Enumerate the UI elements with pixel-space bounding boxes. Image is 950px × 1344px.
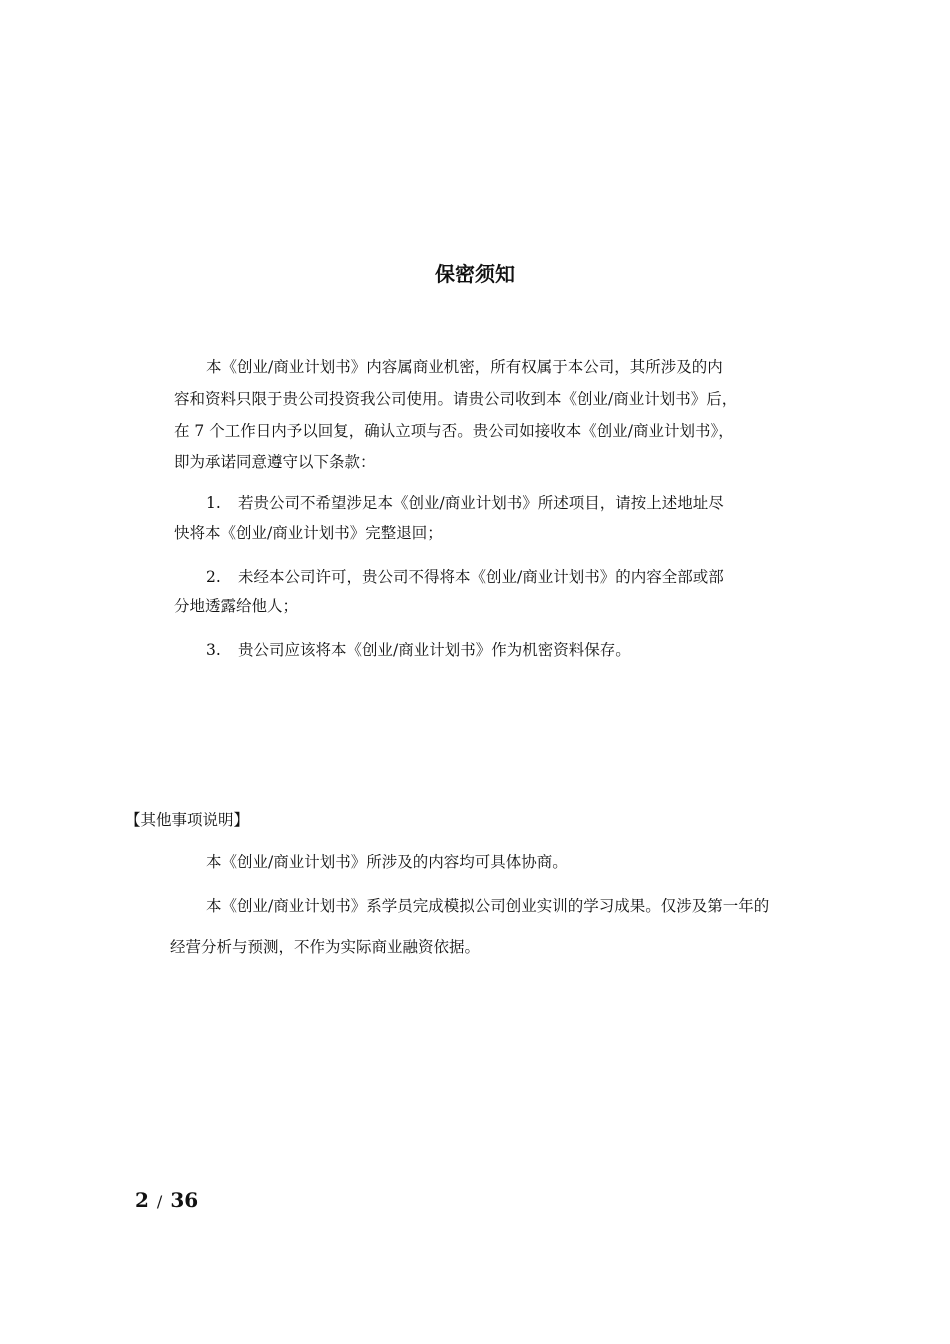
text-line: 本《创业/商业计划书》所涉及的内容均可具体协商。 xyxy=(206,853,568,871)
total-pages: 36 xyxy=(170,1188,199,1212)
text-line: 分地透露给他人； xyxy=(174,597,299,615)
clause-number: 2. xyxy=(206,568,221,586)
text-line: 即为承诺同意遵守以下条款： xyxy=(174,453,376,471)
text-line: 本《创业/商业计划书》内容属商业机密，所有权属于本公司，其所涉及的内 xyxy=(206,358,723,376)
clause-number: 1. xyxy=(206,494,221,512)
text-line: 本《创业/商业计划书》系学员完成模拟公司创业实训的学习成果。仅涉及第一年的 xyxy=(206,897,770,915)
text-line: 贵公司应该将本《创业/商业计划书》作为机密资料保存。 xyxy=(238,641,631,659)
page-title: 保密须知 xyxy=(435,262,515,286)
section-heading: 【其他事项说明】 xyxy=(125,811,250,829)
page-separator: / xyxy=(156,1192,163,1211)
page-number xyxy=(135,1188,198,1212)
clause-number: 3. xyxy=(206,641,221,659)
text-line: 容和资料只限于贵公司投资我公司使用。请贵公司收到本《创业/商业计划书》后， xyxy=(174,390,738,408)
text-line: 经营分析与预测，不作为实际商业融资依据。 xyxy=(170,938,481,956)
current-page: 2 xyxy=(135,1188,149,1212)
text-line: 快将本《创业/商业计划书》完整退回； xyxy=(174,524,443,542)
text-line: 未经本公司许可，贵公司不得将本《创业/商业计划书》的内容全部或部 xyxy=(238,568,724,586)
text-line: 若贵公司不希望涉足本《创业/商业计划书》所述项目，请按上述地址尽 xyxy=(238,494,724,512)
text-line: 在 7 个工作日内予以回复，确认立项与否。贵公司如接收本《创业/商业计划书》， xyxy=(174,422,734,440)
